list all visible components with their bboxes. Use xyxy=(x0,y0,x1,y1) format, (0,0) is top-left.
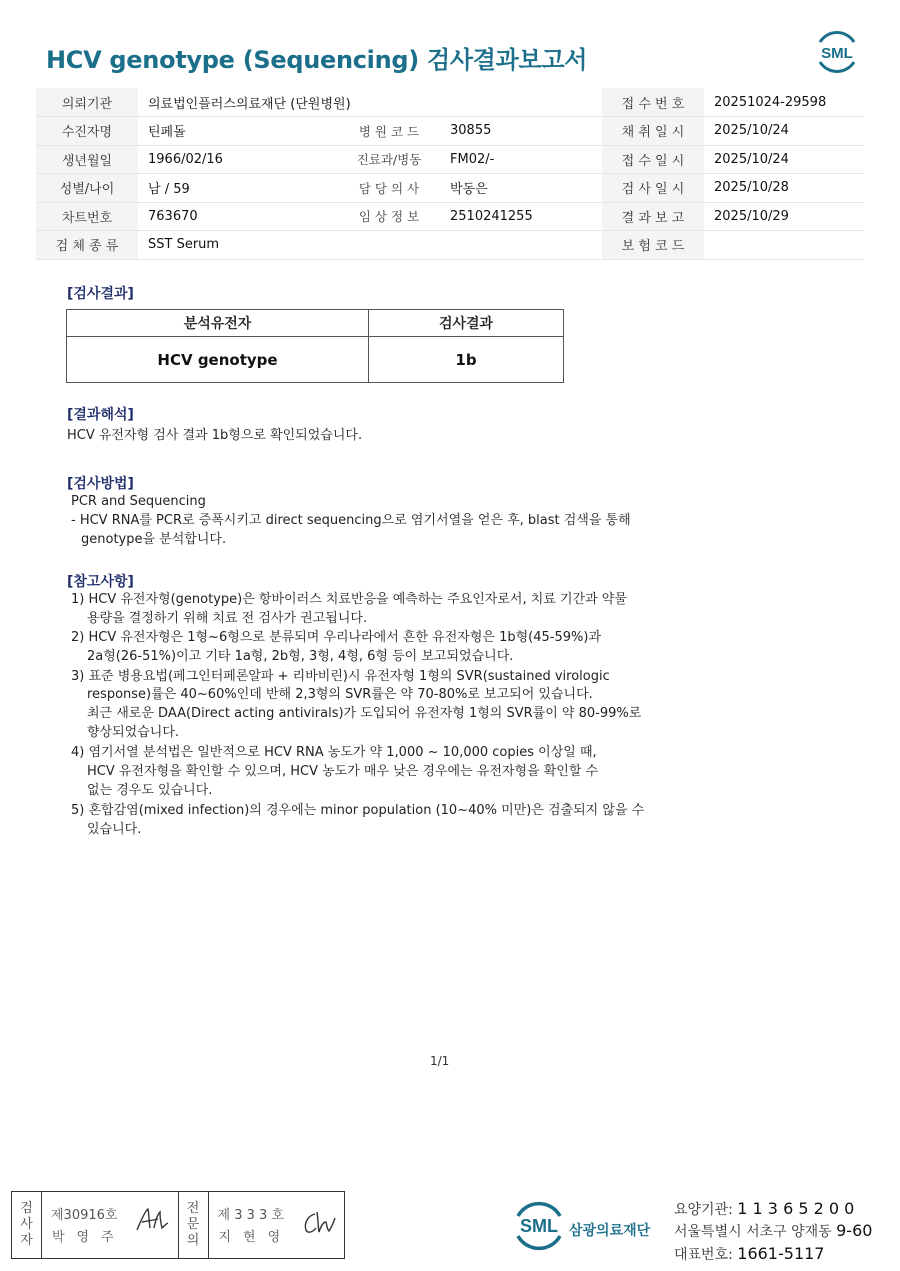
info-row xyxy=(36,202,864,231)
info-row xyxy=(36,145,864,174)
result-value: 1b xyxy=(369,337,564,383)
value-birth-date: 1966/02/16 xyxy=(138,145,338,174)
examiner-cell xyxy=(42,1192,179,1258)
reference-line: 최근 새로운 DAA(Direct acting antivirals)가 도입되어 유전자형 1형의 SVR률이 약 80-99%로 xyxy=(87,706,642,721)
specialist-name: 지현영 xyxy=(218,1230,293,1245)
logo-text: SML xyxy=(821,45,853,62)
value-physician: 박동은 xyxy=(440,174,602,203)
result-header-row xyxy=(67,310,564,337)
reference-line: response)률은 40~60%인데 반해 2,3형의 SVR률은 약 70-80%로 보고되어 있습니다. xyxy=(87,687,593,702)
label-department: 진료과/병동 xyxy=(338,145,440,174)
value-collection-date: 2025/10/24 xyxy=(704,117,864,146)
signature-box xyxy=(11,1191,345,1259)
label-hospital-code: 병 원 코 드 xyxy=(338,117,440,146)
footer-logo-text: SML xyxy=(520,1216,558,1236)
label-physician: 담 당 의 사 xyxy=(338,174,440,203)
label-test-date: 검 사 일 시 xyxy=(602,174,704,203)
label-accession-no: 접 수 번 호 xyxy=(602,88,704,117)
info-row xyxy=(36,231,864,260)
value-test-date: 2025/10/28 xyxy=(704,174,864,203)
value-requesting-org: 의료법인플러스의료재단 (단원병원) xyxy=(138,88,602,117)
footer-address: 서울특별시 서초구 양재동 9-60 xyxy=(674,1221,873,1240)
value-hospital-code: 30855 xyxy=(440,117,602,146)
value-insurance-code xyxy=(704,231,864,260)
footer-org-name: 삼광의료재단 xyxy=(569,1223,651,1239)
reference-line: 1) HCV 유전자형(genotype)은 항바이러스 치료반응을 예측하는 주요인자로서, 치료 기간과 약물 xyxy=(71,592,627,607)
reference-line: HCV 유전자형을 확인할 수 있으며, HCV 농도가 매우 낮은 경우에는 유전자형을 확인할 수 xyxy=(87,764,599,779)
result-table xyxy=(66,309,564,383)
examiner-signature-icon xyxy=(134,1206,170,1234)
reference-line: 없는 경우도 있습니다. xyxy=(87,783,213,798)
specialist-cell xyxy=(209,1192,345,1258)
specialist-label: 전 문 의 xyxy=(179,1192,209,1258)
label-receipt-date: 접 수 일 시 xyxy=(602,145,704,174)
references-heading: [참고사항] xyxy=(67,574,134,590)
value-report-date: 2025/10/29 xyxy=(704,202,864,231)
label-report-date: 결 과 보 고 xyxy=(602,202,704,231)
result-col-result: 검사결과 xyxy=(369,310,564,337)
value-receipt-date: 2025/10/24 xyxy=(704,145,864,174)
label-clinical-info: 임 상 정 보 xyxy=(338,202,440,231)
reference-line: 2) HCV 유전자형은 1형~6형으로 분류되며 우리나라에서 흔한 유전자형은 1b형(45-59%)과 xyxy=(71,630,601,645)
method-heading: [검사방법] xyxy=(67,476,134,492)
examiner-license: 제30916호 xyxy=(51,1208,118,1223)
label-insurance-code: 보 험 코 드 xyxy=(602,231,704,260)
reference-line: 3) 표준 병용요법(페그인터페론알파 + 리바비린)시 유전자형 1형의 SVR(sustained virologic xyxy=(71,669,610,684)
reference-line: 있습니다. xyxy=(87,822,142,837)
examiner-label: 검 사 자 xyxy=(12,1192,42,1258)
label-specimen-type: 검 체 종 류 xyxy=(36,231,138,260)
result-col-gene: 분석유전자 xyxy=(67,310,369,337)
sml-logo-icon xyxy=(812,28,862,76)
reference-line: 2a형(26-51%)이고 기타 1a형, 2b형, 3형, 4형, 6형 등이 보고되었습니다. xyxy=(87,649,514,664)
reference-line: 향상되었습니다. xyxy=(87,725,180,740)
result-gene: HCV genotype xyxy=(67,337,369,383)
method-line: genotype을 분석합니다. xyxy=(81,532,227,547)
specialist-signature-icon xyxy=(301,1208,337,1236)
label-birth-date: 생년월일 xyxy=(36,145,138,174)
label-patient-name: 수진자명 xyxy=(36,117,138,146)
label-chart-no: 차트번호 xyxy=(36,202,138,231)
interpretation-text: HCV 유전자형 검사 결과 1b형으로 확인되었습니다. xyxy=(67,428,363,443)
value-clinical-info: 2510241255 xyxy=(440,202,602,231)
value-department: FM02/- xyxy=(440,145,602,174)
interpretation-heading: [결과해석] xyxy=(67,407,134,423)
result-row xyxy=(67,337,564,383)
result-heading: [검사결과] xyxy=(67,286,134,302)
specialist-license: 제 3 3 3 호 xyxy=(217,1208,284,1223)
method-line: PCR and Sequencing xyxy=(71,494,206,509)
sml-footer-logo-icon xyxy=(510,1196,568,1254)
footer-institution-code: 요양기관: 1 1 3 6 5 2 0 0 xyxy=(674,1199,855,1218)
value-patient-name: 틴페돌 xyxy=(138,117,338,146)
reference-line: 5) 혼합감염(mixed infection)의 경우에는 minor population (10~40% 미만)은 검출되지 않을 수 xyxy=(71,803,645,818)
value-specimen-type: SST Serum xyxy=(138,231,602,260)
info-row xyxy=(36,88,864,117)
reference-line: 용량을 결정하기 위해 치료 전 검사가 권고됩니다. xyxy=(87,611,368,626)
info-row xyxy=(36,117,864,146)
footer-phone: 대표번호: 1661-5117 xyxy=(674,1244,825,1263)
label-sex-age: 성별/나이 xyxy=(36,174,138,203)
reference-line: 4) 염기서열 분석법은 일반적으로 HCV RNA 농도가 약 1,000 ~ 10,000 copies 이상일 때, xyxy=(71,745,597,760)
info-row xyxy=(36,174,864,203)
value-chart-no: 763670 xyxy=(138,202,338,231)
label-requesting-org: 의뢰기관 xyxy=(36,88,138,117)
examiner-name: 박영주 xyxy=(52,1230,126,1245)
method-line: - HCV RNA를 PCR로 증폭시키고 direct sequencing으로 염기서열을 얻은 후, blast 검색을 통해 xyxy=(71,513,631,528)
label-collection-date: 채 취 일 시 xyxy=(602,117,704,146)
value-accession-no: 20251024-29598 xyxy=(704,88,864,117)
report-title: HCV genotype (Sequencing) 검사결과보고서 xyxy=(46,46,588,74)
value-sex-age: 남 / 59 xyxy=(138,174,338,203)
patient-info-table xyxy=(36,88,864,260)
page-number: 1/1 xyxy=(430,1054,450,1068)
